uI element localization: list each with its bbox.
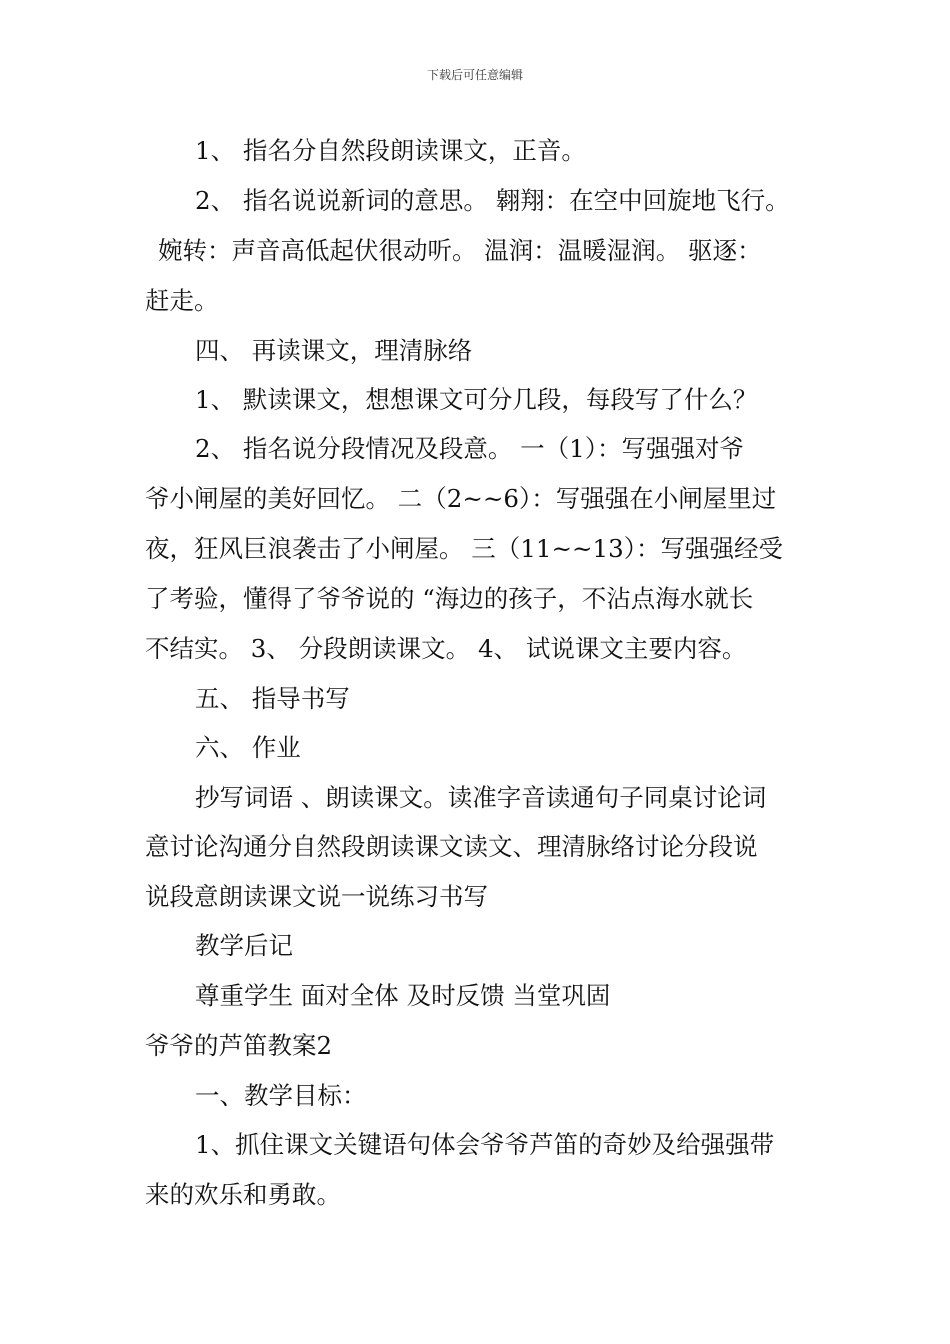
text-line-18: 尊重学生 面对全体 及时反馈 当堂巩固	[195, 981, 611, 1010]
text-line-16: 说段意朗读课文说一说练习书写	[145, 882, 488, 911]
text-line-3: 婉转：声音高低起伏很动听。 温润：温暖湿润。 驱逐：	[158, 236, 762, 265]
text-line-17: 教学后记	[195, 931, 293, 960]
text-line-22: 来的欢乐和勇敢。	[145, 1180, 341, 1209]
page-header: 下载后可任意编辑	[426, 68, 523, 82]
text-line-13: 六、 作业	[195, 733, 301, 762]
text-line-10: 了考验，懂得了爷爷说的 “海边的孩子，不沾点海水就长	[145, 584, 754, 613]
text-line-7: 2、 指名说分段情况及段意。 一（1）：写强强对爷	[195, 434, 744, 463]
section-title: 爷爷的芦笛教案2	[145, 1031, 333, 1060]
text-line-12: 五、 指导书写	[195, 684, 350, 713]
text-line-4: 赶走。	[145, 286, 219, 315]
text-line-5: 四、 再读课文，理清脉络	[195, 336, 473, 365]
text-line-6: 1、 默读课文，想想课文可分几段，每段写了什么？	[195, 385, 758, 414]
text-line-1: 1、 指名分自然段朗读课文，正音。	[195, 136, 586, 165]
text-line-8: 爷小闸屋的美好回忆。 二（2~~6）：写强强在小闸屋里过	[145, 484, 777, 513]
text-line-11: 不结实。 3、 分段朗读课文。 4、 试说课文主要内容。	[145, 634, 747, 663]
text-line-9: 夜，狂风巨浪袭击了小闸屋。 三（11~~13）：写强强经受	[145, 534, 783, 563]
text-line-2: 2、 指名说说新词的意思。 翱翔：在空中回旋地飞行。	[195, 186, 790, 215]
text-line-21: 1、抓住课文关键语句体会爷爷芦笛的奇妙及给强强带	[195, 1130, 775, 1159]
text-line-15: 意讨论沟通分自然段朗读课文读文、理清脉络讨论分段说	[145, 832, 758, 861]
text-line-20: 一、教学目标：	[195, 1081, 367, 1110]
text-line-14: 抄写词语 、朗读课文。读准字音读通句子同桌讨论词	[195, 783, 767, 812]
